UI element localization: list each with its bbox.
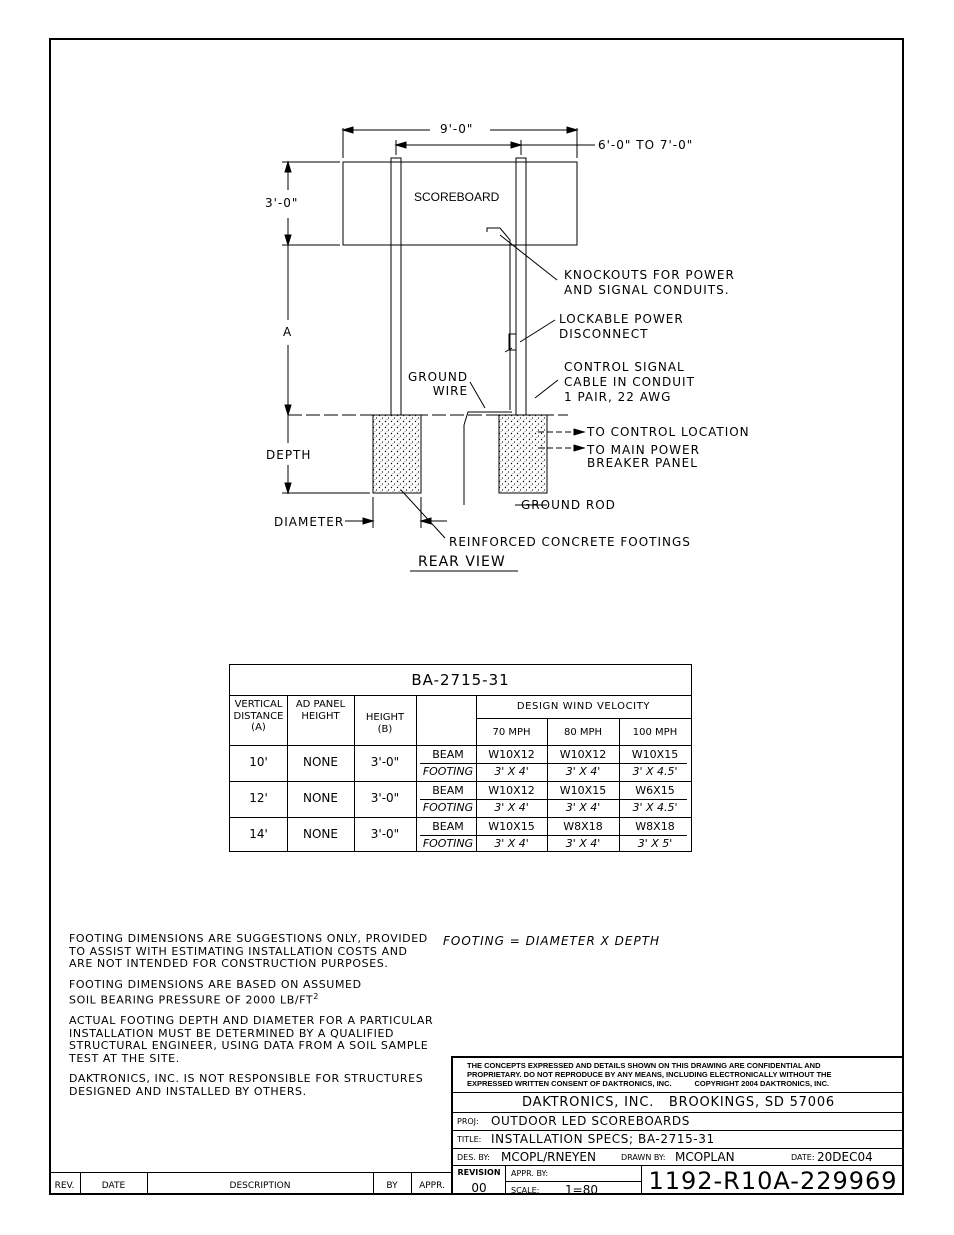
table-cell: 3' X 4' [565,801,601,814]
table-cell: 3' X 4' [565,765,601,778]
table-cell: W10X12 [559,748,607,761]
note-4: DAKTRONICS, INC. IS NOT RESPONSIBLE FOR STRUCTURES DESIGNED AND INSTALLED BY OTHERS. [69,1072,424,1099]
left-post [391,158,401,415]
revision-label: REVISION [457,1168,501,1177]
revision-number: 00 [471,1181,487,1195]
table-cell: W10X15 [559,784,607,797]
date-label: DATE: [791,1153,815,1162]
company-name: DAKTRONICS, INC. BROOKINGS, SD 57006 [522,1095,835,1110]
table-cell: 3'-0" [370,755,400,769]
control-cable-callout: CONTROL SIGNAL CABLE IN CONDUIT 1 PAIR, 22 AWG [564,360,695,404]
scoreboard-label: SCOREBOARD [414,190,500,204]
drawing-title: INSTALLATION SPECS; BA-2715-31 [491,1132,715,1146]
ground-wire-callout: GROUND WIRE [408,370,469,399]
appr-label: APPR. BY: [511,1169,549,1178]
right-post [516,158,526,415]
proj-label: PROJ: [457,1117,479,1126]
designer-name: MCOPL/RNEYEN [501,1150,596,1164]
table-cell: 3' X 4.5' [632,765,678,778]
date-header: DATE [101,1181,126,1191]
spec-table [229,664,692,852]
right-footing [499,415,547,493]
table-cell: W8X18 [635,820,675,833]
confidential-notice: THE CONCEPTS EXPRESSED AND DETAILS SHOWN ON THIS DRAWING ARE CONFIDENTIAL AND PROPRIETARY. DO NOT REPRODUCE BY ANY MEANS, INCLUDING ELECTRONICALLY WITHOUT THE EXPRESSED WRITTEN CONSENT OF DAKTRONICS, INC. COPYRIGHT 2004 DAKTRONICS, INC. [467,1061,832,1088]
footings-callout: REINFORCED CONCRETE FOOTINGS [449,535,691,549]
beam-label: BEAM [432,748,464,761]
table-cell: 3'-0" [370,827,400,841]
approved-cell [505,1165,641,1182]
dimension-a-label: A [283,325,293,339]
revision-table [49,1172,453,1195]
disconnect-callout: LOCKABLE POWER DISCONNECT [559,312,684,341]
knockouts-callout: KNOCKOUTS FOR POWER AND SIGNAL CONDUITS. [564,268,735,297]
header-speed-100: 100 MPH [632,727,678,738]
project-row [453,1112,904,1131]
diameter-label: DIAMETER [274,515,345,529]
header-height: HEIGHT (B) [365,712,405,735]
description-header: DESCRIPTION [229,1181,291,1191]
beam-label: BEAM [432,784,464,797]
table-cell: NONE [303,755,338,769]
beam-label: BEAM [432,820,464,833]
table-cell: 3' X 4' [565,837,601,850]
table-cell: W8X18 [563,820,603,833]
table-cell: 14' [249,827,268,841]
footing-label: FOOTING [422,837,474,850]
footing-label: FOOTING [422,801,474,814]
header-speed-80: 80 MPH [563,727,603,738]
drawing-number: 1192-R10A-229969 [648,1167,898,1195]
drawing-number-cell [641,1165,904,1195]
project-name: OUTDOOR LED SCOREBOARDS [491,1114,690,1128]
scale-label: SCALE: [511,1186,540,1195]
post-spacing-dimension: 6'-0" TO 7'-0" [598,138,694,152]
table-cell: 3' X 4' [494,837,529,850]
company-row [453,1092,904,1113]
table-cell: 3' X 5' [637,837,673,850]
table-cell: 3'-0" [370,791,400,805]
table-cell: 3' X 4' [494,801,529,814]
title-row [453,1130,904,1149]
note-3: ACTUAL FOOTING DEPTH AND DIAMETER FOR A PARTICULAR INSTALLATION MUST BE DETERMINED BY A QUALIFIED STRUCTURAL ENGINEER, USING DATA FROM A SOIL SAMPLE TEST AT THE SITE. [69,1013,434,1065]
view-title: REAR VIEW [418,554,506,570]
rev-header: REV. [54,1181,75,1191]
note-2-text: FOOTING DIMENSIONS ARE BASED ON ASSUMED SOIL BEARING PRESSURE OF 2000 LB/FT [69,977,362,1007]
main-power-callout: TO MAIN POWER BREAKER PANEL [587,443,700,471]
note-2 [69,979,439,1007]
table-title: BA-2715-31 [411,671,510,689]
header-wind-velocity: DESIGN WIND VELOCITY [516,701,651,712]
table-cell: 3' X 4.5' [632,801,678,814]
title-block [451,1056,904,1195]
left-footing [373,415,421,493]
depth-label: DEPTH [266,448,312,462]
footing-label: FOOTING [422,765,474,778]
general-notes [69,933,439,1107]
header-vertical-distance: VERTICAL DISTANCE (A) [233,699,284,733]
title-label: TITLE: [457,1135,482,1144]
confidential-row [453,1058,904,1093]
table-cell: 12' [249,791,268,805]
header-speed-70: 70 MPH [492,727,531,738]
note-2-superscript: 2 [313,991,319,1001]
drawn-name: MCOPLAN [675,1150,735,1164]
table-cell: W10X12 [488,748,535,761]
table-cell: 3' X 4' [494,765,529,778]
scale-value: 1=80 [565,1183,598,1197]
drawn-label: DRAWN BY: [621,1153,666,1162]
revision-cell [453,1165,506,1195]
board-height-dimension: 3'-0" [265,196,299,210]
table-cell: W10X12 [488,784,535,797]
table-cell: W10X15 [488,820,535,833]
table-cell: W6X15 [635,784,675,797]
des-label: DES. BY: [457,1153,490,1162]
control-location-callout: TO CONTROL LOCATION [587,425,750,439]
footing-formula: FOOTING = DIAMETER X DEPTH [443,934,661,948]
note-1: FOOTING DIMENSIONS ARE SUGGESTIONS ONLY, PROVIDED TO ASSIST WITH ESTIMATING INSTALLATION COSTS AND ARE NOT INTENDED FOR CONSTRUCTION PURPOSES. [69,932,428,971]
table-cell: 10' [249,755,268,769]
ground-rod-callout: GROUND ROD [521,498,616,512]
table-cell: NONE [303,827,338,841]
appr-header: APPR. [419,1181,445,1191]
drawing-date: 20DEC04 [817,1150,873,1164]
scale-cell [505,1182,641,1195]
by-header: BY [386,1181,398,1191]
header-ad-panel-height: AD PANEL HEIGHT [295,699,346,722]
overall-width-dimension: 9'-0" [440,122,474,136]
designer-row [453,1148,904,1166]
table-cell: NONE [303,791,338,805]
table-cell: W10X15 [631,748,679,761]
